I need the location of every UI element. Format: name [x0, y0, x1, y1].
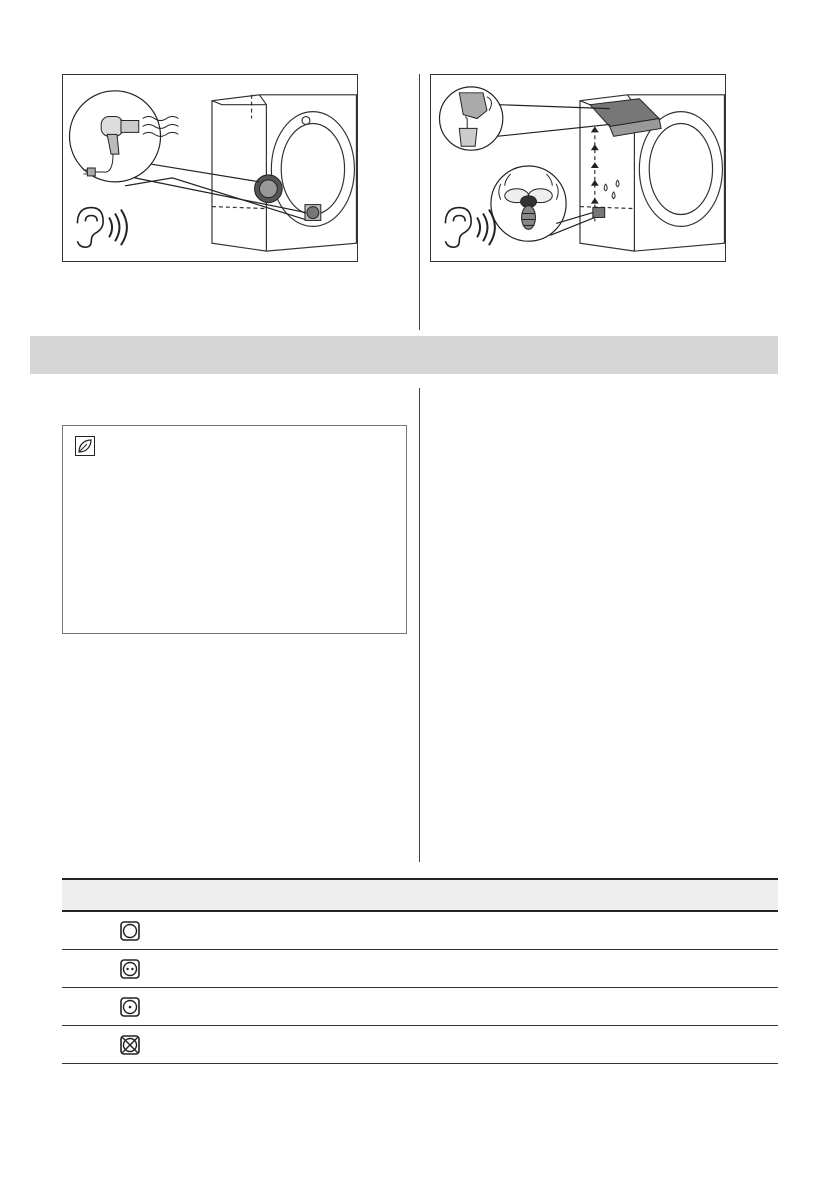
table-row [62, 912, 778, 950]
table-row [62, 950, 778, 988]
dryer-square-circle-icon [120, 921, 140, 941]
dryer-square-crossed-icon [120, 1035, 140, 1055]
table-row [62, 988, 778, 1026]
water-container [590, 99, 661, 137]
symbol-table [62, 878, 778, 1064]
section-heading-bar [30, 336, 778, 374]
dryer-appliance [212, 95, 356, 251]
table-row [62, 1026, 778, 1064]
figure-fan-noise [62, 74, 358, 262]
column-divider [419, 388, 420, 862]
pump-icon [593, 208, 605, 218]
dryer-square-two-dots-icon [120, 959, 140, 979]
figure-water-pump [430, 74, 726, 262]
sound-waves-icon [477, 210, 495, 246]
fan-noise-illustration [63, 75, 357, 261]
water-pump-illustration [431, 75, 725, 261]
dryer-square-one-dot-icon [120, 997, 140, 1017]
ear-icon [445, 208, 471, 248]
environment-notice-box [62, 425, 407, 634]
ear-icon [77, 208, 103, 248]
table-header [62, 878, 778, 912]
leaf-icon [75, 436, 95, 456]
column-divider [419, 74, 420, 330]
sound-waves-icon [109, 210, 127, 246]
